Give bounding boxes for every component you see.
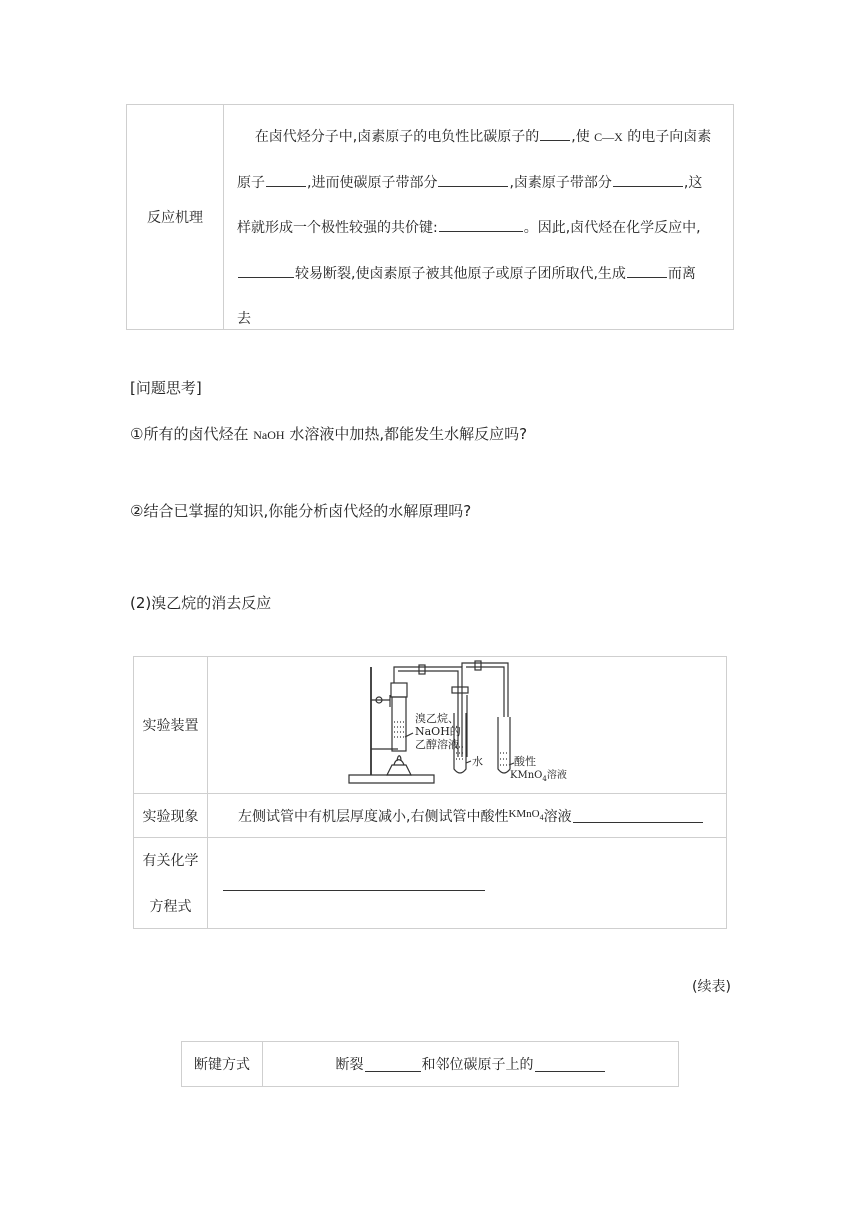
blank [627, 263, 667, 278]
setup-label: 实验装置 [134, 657, 208, 793]
phenomenon-cell: 左侧试管中有机层厚度减小,右侧试管中酸性 KMnO$_4$ 溶液 [208, 794, 726, 837]
question-2: ②结合已掌握的知识,你能分析卤代烃的水解原理吗? [130, 502, 472, 520]
blank [438, 172, 508, 187]
setup-cell [208, 657, 726, 793]
diagram-label-water: 水 [472, 755, 483, 768]
setup-row [134, 657, 726, 794]
apparatus-diagram [208, 657, 728, 793]
diagram-label-reagent-3: 乙醇溶液 [415, 738, 459, 751]
experiment-table [133, 656, 727, 929]
question-1: ①所有的卤代烃在 NaOH 水溶液中加热,都能发生水解反应吗? [130, 425, 528, 443]
blank [573, 808, 703, 823]
diagram-label-acid-2: KMnO$_4$溶液 [510, 770, 567, 783]
diagram-label-acid-1: 酸性 [514, 755, 536, 768]
phenomenon-label: 实验现象 [134, 794, 208, 837]
mechanism-line-4: 较易断裂,使卤素原子被其他原子或原子团所取代,生成 而离 [237, 252, 721, 298]
section-heading: (2)溴乙烷的消去反应 [130, 594, 272, 612]
mechanism-line-2: 原子 ,进而使碳原子带部分 ,卤素原子带部分 ,这 [237, 161, 721, 207]
mechanism-line-5: 去 [237, 311, 251, 327]
equation-label: 有关化学 方程式 [134, 838, 208, 929]
bond-table [181, 1041, 679, 1087]
mechanism-table [126, 104, 734, 330]
questions-heading: [问题思考] [130, 379, 202, 397]
continued-note: (续表) [692, 979, 731, 995]
equation-row [134, 838, 726, 929]
bond-label: 断键方式 [182, 1042, 263, 1086]
diagram-label-reagent-1: 溴乙烷、 [415, 712, 459, 725]
blank [365, 1057, 421, 1072]
mechanism-text [237, 115, 721, 343]
blank [238, 263, 294, 278]
mechanism-line-1: 在卤代烃分子中,卤素原子的电负性比碳原子的 ,使 C—X 的电子向卤素 [237, 115, 721, 161]
mechanism-label: 反应机理 [127, 105, 224, 329]
phenomenon-row [134, 794, 726, 838]
blank [439, 217, 523, 232]
equation-blank [223, 890, 485, 891]
diagram-label-reagent-2: NaOH的 [415, 725, 461, 738]
blank [613, 172, 683, 187]
bond-cell: 断裂 和邻位碳原子上的 [263, 1042, 678, 1086]
blank [540, 126, 570, 141]
mechanism-line-3: 样就形成一个极性较强的共价键: 。因此,卤代烃在化学反应中, [237, 206, 721, 252]
blank [535, 1057, 605, 1072]
equation-cell [208, 838, 726, 929]
blank [266, 172, 306, 187]
